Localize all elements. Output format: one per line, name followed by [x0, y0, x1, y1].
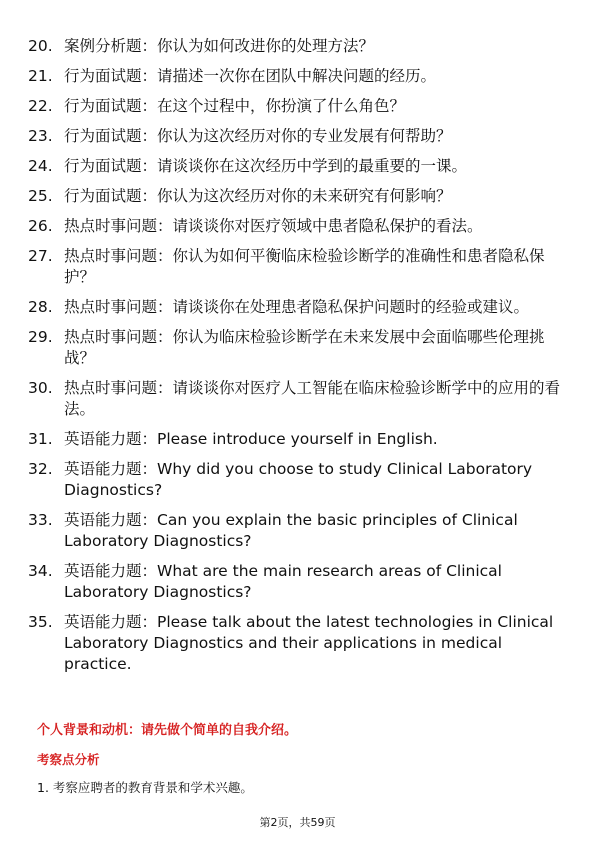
- question-number: 25.: [28, 187, 53, 205]
- question-number: 23.: [28, 127, 53, 145]
- question-list: [28, 36, 568, 684]
- question-item: [28, 216, 568, 237]
- question-item: [28, 327, 568, 369]
- question-text: 热点时事问题：请谈谈你在处理患者隐私保护问题时的经验或建议。: [64, 298, 530, 316]
- question-item: [28, 96, 568, 117]
- question-text: 英语能力题：Why did you choose to study Clinical Laboratory Diagnostics?: [64, 460, 533, 499]
- question-number: 31.: [28, 430, 53, 448]
- question-item: [28, 297, 568, 318]
- question-number: 34.: [28, 562, 53, 580]
- question-item: [28, 36, 568, 57]
- question-text: 英语能力题：Please talk about the latest technologies in Clinical Laboratory Diagnostics and their applications in medical practice.: [64, 613, 554, 673]
- question-text: 热点时事问题：请谈谈你对医疗领域中患者隐私保护的看法。: [64, 217, 483, 235]
- question-number: 20.: [28, 37, 53, 55]
- question-number: 35.: [28, 613, 53, 631]
- question-text: 行为面试题：你认为这次经历对你的专业发展有何帮助？: [64, 127, 452, 145]
- question-number: 29.: [28, 328, 53, 346]
- question-text: 行为面试题：请描述一次你在团队中解决问题的经历。: [64, 67, 437, 85]
- question-text: 英语能力题：Can you explain the basic principles of Clinical Laboratory Diagnostics?: [64, 511, 518, 550]
- question-text: 案例分析题：你认为如何改进你的处理方法？: [64, 37, 375, 55]
- question-number: 22.: [28, 97, 53, 115]
- question-item: [28, 459, 568, 501]
- question-item: [28, 510, 568, 552]
- question-number: 26.: [28, 217, 53, 235]
- question-text: 热点时事问题：你认为如何平衡临床检验诊断学的准确性和患者隐私保护？: [64, 247, 545, 286]
- question-number: 21.: [28, 67, 53, 85]
- question-number: 27.: [28, 247, 53, 265]
- question-item: [28, 429, 568, 450]
- question-text: 行为面试题：请谈谈你在这次经历中学到的最重要的一课。: [64, 157, 468, 175]
- question-item: [28, 66, 568, 87]
- question-text: 英语能力题：Please introduce yourself in English.: [64, 430, 438, 448]
- question-item: [28, 561, 568, 603]
- question-number: 30.: [28, 379, 53, 397]
- question-item: [28, 612, 568, 675]
- question-text: 英语能力题：What are the main research areas of Clinical Laboratory Diagnostics?: [64, 562, 502, 601]
- analysis-subheading: 考察点分析: [37, 752, 100, 767]
- question-text: 热点时事问题：你认为临床检验诊断学在未来发展中会面临哪些伦理挑战？: [64, 328, 545, 367]
- question-number: 28.: [28, 298, 53, 316]
- question-item: [28, 246, 568, 288]
- page-footer: 第2页，共59页: [259, 816, 336, 829]
- question-item: [28, 126, 568, 147]
- question-text: 行为面试题：在这个过程中，你扮演了什么角色？: [64, 97, 406, 115]
- question-text: 行为面试题：你认为这次经历对你的未来研究有何影响？: [64, 187, 452, 205]
- question-item: [28, 186, 568, 207]
- analysis-point: 1. 考察应聘者的教育背景和学术兴趣。: [37, 780, 253, 795]
- question-number: 32.: [28, 460, 53, 478]
- question-item: [28, 156, 568, 177]
- section-heading: 个人背景和动机：请先做个简单的自我介绍。: [37, 723, 298, 738]
- question-item: [28, 378, 568, 420]
- question-number: 24.: [28, 157, 53, 175]
- question-text: 热点时事问题：请谈谈你对医疗人工智能在临床检验诊断学中的应用的看法。: [64, 379, 561, 418]
- question-number: 33.: [28, 511, 53, 529]
